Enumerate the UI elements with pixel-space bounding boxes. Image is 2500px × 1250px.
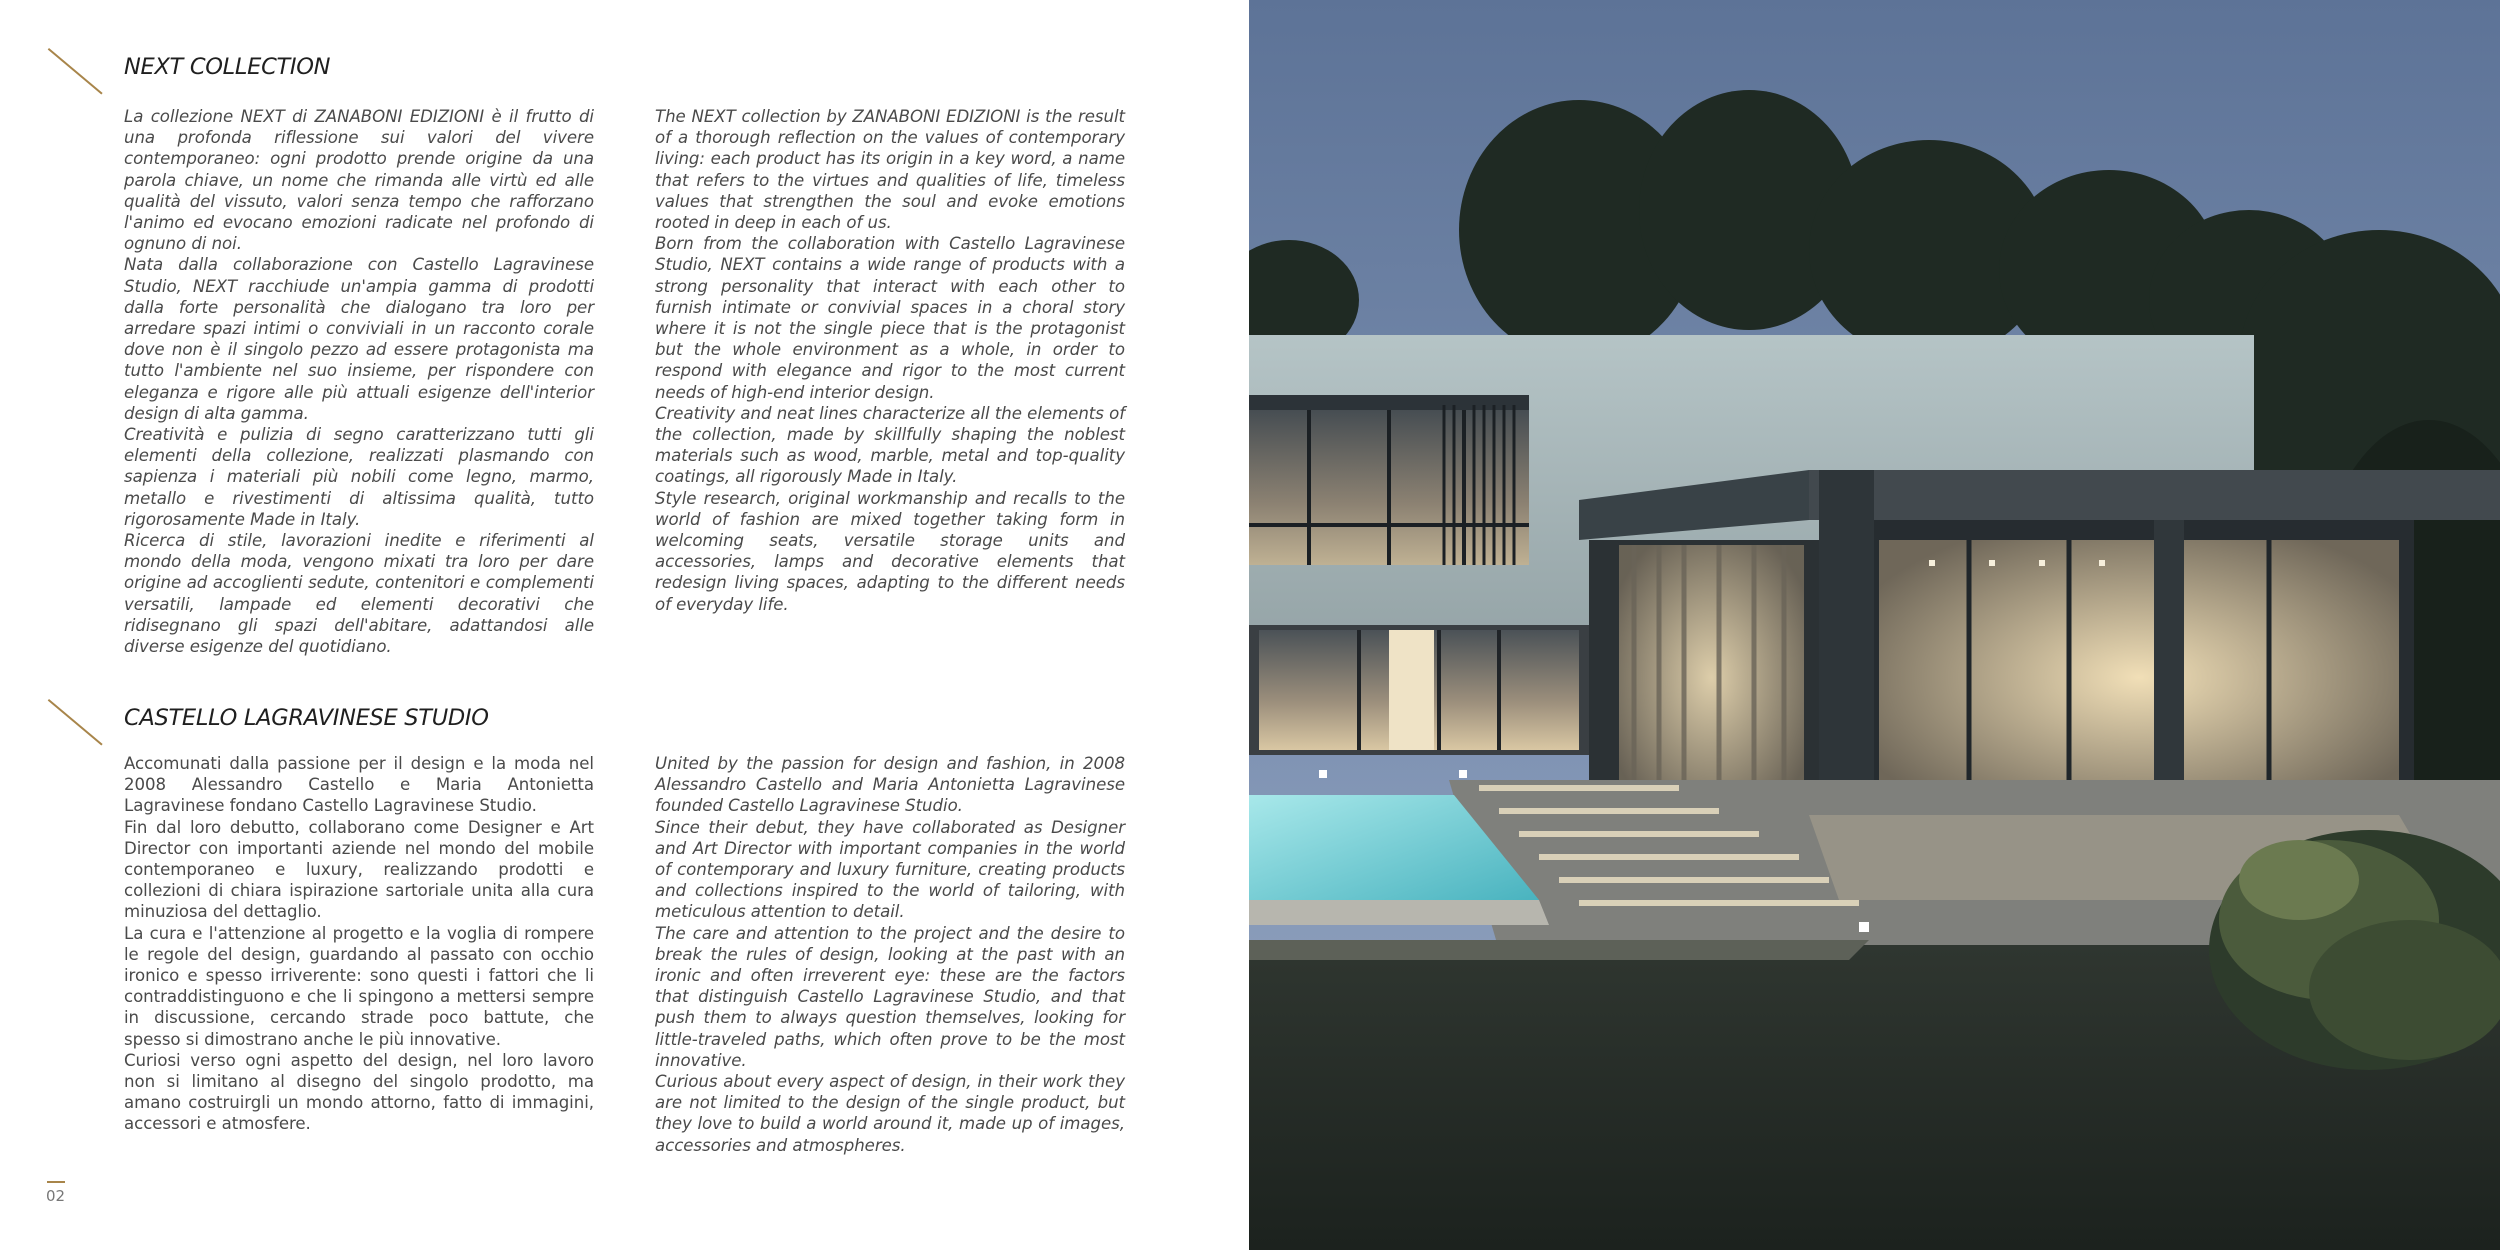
section-title-next-collection: NEXT COLLECTION xyxy=(124,54,331,80)
page-number: 02 xyxy=(46,1187,66,1205)
paragraph: Accomunati dalla passione per il design e la moda nel 2008 Alessandro Castello e Maria Antonietta Lagravinese fondano Castello Lagravinese Studio. xyxy=(124,754,594,816)
paragraph: Since their debut, they have collaborated as Designer and Art Director with important companies in the world of contemporary and luxury furniture, creating products and collections inspired to the world of tailoring, with meticulous attention to detail. xyxy=(655,817,1125,922)
paragraph: Ricerca di stile, lavorazioni inedite e riferimenti al mondo della moda, vengono mixati tra loro per dare origine ad accoglienti sedute, contenitori e complementi versatili, lampade ed elementi decorativi che ridisegnano gli spazi dell'abitare, adattandosi alle diverse esigenze del quotidiano. xyxy=(124,531,594,657)
villa-photo xyxy=(1249,0,2500,1250)
paragraph: Curious about every aspect of design, in their work they are not limited to the design of the single product, but they love to build a world around it, made up of images, accessories and atmospheres. xyxy=(655,1072,1125,1155)
paragraph: Nata dalla collaborazione con Castello Lagravinese Studio, NEXT racchiude un'ampia gamma di prodotti dalla forte personalità che dialogano tra loro per arredare spazi intimi o conviviali in un racconto corale dove non è il singolo pezzo ad essere protagonista ma tutto l'ambiente nel suo insieme, per rispondere con eleganza e rigore alle più attuali esigenze dell'interior design di alta gamma. xyxy=(124,255,594,423)
paragraph: Style research, original workmanship and recalls to the world of fashion are mixed together taking form in welcoming seats, versatile storage units and accessories, lamps and decorative elements that redesign living spaces, adapting to the different needs of everyday life. xyxy=(655,488,1125,614)
paragraph: Curiosi verso ogni aspetto del design, nel loro lavoro non si limitano al disegno del singolo prodotto, ma amano costruirgli un mondo attorno, fatto di immagini, accessori e atmosfere. xyxy=(124,1050,594,1134)
section-accent-slash xyxy=(48,48,103,95)
section-title-castello-lagravinese-studio: CASTELLO LAGRAVINESE STUDIO xyxy=(124,705,489,731)
studio-italian-text xyxy=(124,753,594,1135)
pavilion-interior xyxy=(1879,540,2399,815)
left-page xyxy=(0,0,1249,1250)
next-collection-english-text xyxy=(655,106,1125,615)
page-number-accent xyxy=(47,1181,65,1183)
paragraph: The NEXT collection by ZANABONI EDIZIONI is the result of a thorough reflection on the values of contemporary living: each product has its origin in a key word, a name that refers to the virtues and qualities of life, timeless values that strengthen the soul and evoke emotions rooted in deep in each of us. xyxy=(655,107,1125,233)
next-collection-italian-text xyxy=(124,106,594,657)
paragraph: La cura e l'attenzione al progetto e la voglia di rompere le regole del design, guardando al passato con occhio ironico e spesso irriverente: sono questi i fattori che li contraddistinguono e che li spingono a mettersi sempre in discussione, cercando strade poco battute, che spesso si dimostrano anche le più innovative. xyxy=(124,923,594,1049)
paragraph: The care and attention to the project and the desire to break the rules of design, looking at the past with an ironic and often irreverent eye: these are the factors that distinguish Castello Lagravinese Studio, and that push them to always question themselves, looking for little-traveled paths, which often prove to be the most innovative. xyxy=(655,923,1125,1070)
paragraph: Creatività e pulizia di segno caratterizzano tutti gli elementi della collezione, realizzati plasmando con sapienza i materiali più nobili come legno, marmo, metallo e rivestimenti di altissima qualità, tutto rigorosamente Made in Italy. xyxy=(124,425,594,529)
villa-illustration xyxy=(1249,0,2500,1250)
paragraph: Creativity and neat lines characterize all the elements of the collection, made by skillfully shaping the noblest materials such as wood, marble, metal and top-quality coatings, all rigorously Made in Italy. xyxy=(655,403,1125,487)
paragraph: Fin dal loro debutto, collaborano come Designer e Art Director con importanti aziende nel mondo del mobile contemporaneo e luxury, realizzando prodotti e collezioni di chiara ispirazione sartoriale unita alla cura minuziosa del dettaglio. xyxy=(124,817,594,922)
paragraph: Born from the collaboration with Castello Lagravinese Studio, NEXT contains a wide range of products with a strong personality that interact with each other to furnish intimate or convivial spaces in a choral story where it is not the single piece that is the protagonist but the whole environment as a whole, in order to respond with elegance and rigor to the most current needs of high-end interior design. xyxy=(655,234,1125,402)
paragraph: United by the passion for design and fashion, in 2008 Alessandro Castello and Maria Antonietta Lagravinese founded Castello Lagravinese Studio. xyxy=(655,754,1125,816)
studio-english-text xyxy=(655,753,1125,1156)
section-accent-slash xyxy=(48,699,103,746)
paragraph: La collezione NEXT di ZANABONI EDIZIONI è il frutto di una profonda riflessione sui valori del vivere contemporaneo: ogni prodotto prende origine da una parola chiave, un nome che rimanda alle virtù ed alle qualità del vissuto, valori senza tempo che rafforzano l'animo ed evocano emozioni radicate nel profondo di ognuno di noi. xyxy=(124,107,594,254)
ground-lamp xyxy=(1859,922,1869,932)
